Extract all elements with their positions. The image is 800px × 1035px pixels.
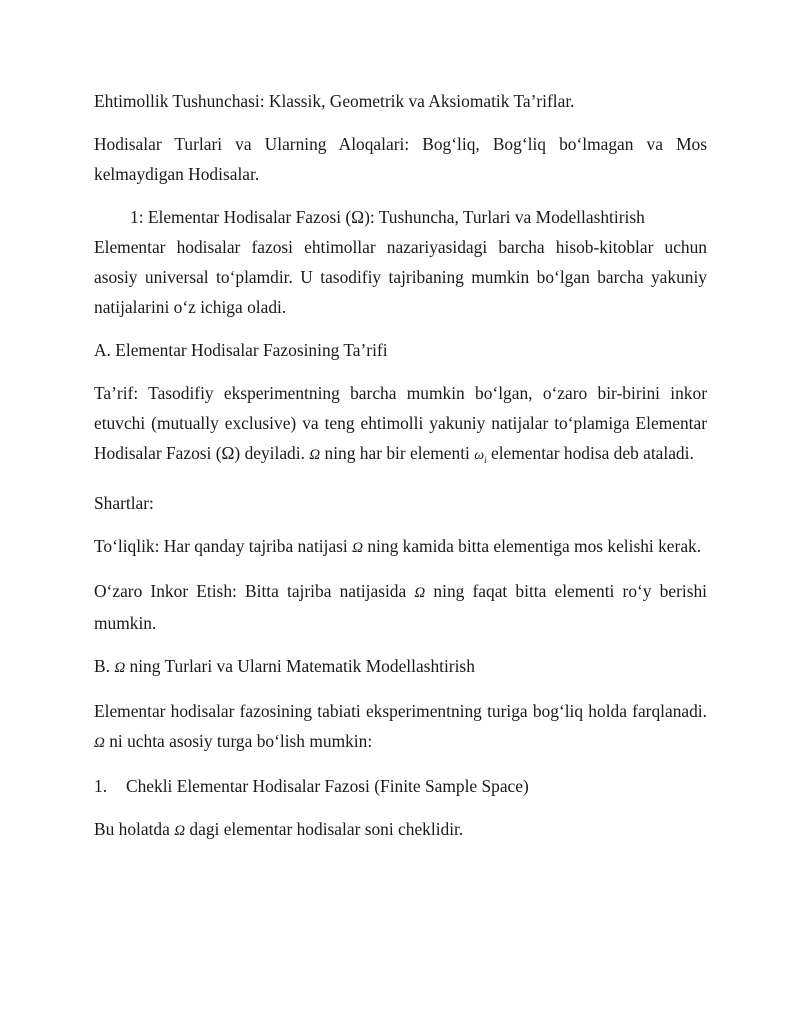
exclusion-post: ning faqat bitta elementi ro‘y berishi mumkin. (94, 580, 707, 633)
omega-symbol: Ω (414, 584, 426, 601)
subsection-b-post: ning Turlari va Ularni Matematik Modellashtirish (129, 655, 475, 676)
list-item (94, 771, 707, 801)
definition-part2-pre: ning har bir elementi (324, 443, 470, 463)
omega-i-base: ω (474, 448, 485, 463)
subsection-a-heading: A. Elementar Hodisalar Fazosining Ta’rifi (94, 340, 388, 360)
types-intro (94, 696, 707, 758)
exclusion-pre: O‘zaro Inkor Etish: Bitta tajriba natijasida (94, 580, 407, 601)
omega-symbol: Ω (114, 659, 126, 676)
subsection-b-pre: B. (94, 655, 110, 676)
omega-symbol: Ω (174, 822, 186, 839)
finite-note-post: dagi elementar hodisalar soni cheklidir. (189, 818, 464, 839)
conditions-label: Shartlar: (94, 492, 154, 513)
list-item-text: Chekli Elementar Hodisalar Fazosi (Finite Sample Space) (126, 775, 529, 796)
definition-part1: Ta’rif: Tasodifiy eksperimentning barcha mumkin bo‘lgan, o‘zaro bir-birini inkor etuvchi (mutually exclusive) va teng ehtimolli yakuniy natijalar to‘plamiga Elementar Hodisalar Fazosi (Ω) deyiladi. (94, 383, 707, 463)
title-line: Ehtimollik Tushunchasi: Klassik, Geometrik va Aksiomatik Ta’riflar. (94, 91, 575, 111)
finite-note (94, 814, 707, 846)
list-item-number: 1. (94, 775, 108, 796)
finite-note-pre: Bu holatda (94, 818, 170, 839)
section1-intro: Elementar hodisalar fazosi ehtimollar nazariyasidagi barcha hisob-kitoblar uchun asosiy universal to‘plamdir. U tasodifiy tajribaning mumkin bo‘lgan barcha yakuniy natijalarini o‘z ichiga oladi. (94, 237, 707, 317)
omega-i-symbol (474, 448, 486, 463)
subtitle-line: Hodisalar Turlari va Ularning Aloqalari: Bog‘liq, Bog‘liq bo‘lmagan va Mos kelmaydigan Hodisalar. (94, 134, 707, 184)
completeness-condition (94, 531, 707, 563)
exclusion-condition (94, 576, 707, 638)
types-intro-part1: Elementar hodisalar fazosining tabiati eksperimentning turiga bog‘liq holda farqlanadi. (94, 700, 707, 721)
document-page (94, 86, 707, 859)
subsection-b-heading (94, 651, 707, 683)
completeness-pre: To‘liqlik: Har qanday tajriba natijasi (94, 535, 348, 556)
completeness-post: ning kamida bitta elementiga mos kelishi kerak. (367, 535, 702, 556)
omega-symbol: Ω (352, 539, 363, 556)
omega-symbol: Ω (309, 447, 321, 463)
omega-symbol: Ω (94, 734, 105, 751)
definition-part2-post: elementar hodisa deb ataladi. (491, 443, 694, 463)
types-intro-part2: ni uchta asosiy turga bo‘lish mumkin: (109, 730, 373, 751)
section1-heading: 1: Elementar Hodisalar Fazosi (Ω): Tushuncha, Turlari va Modellashtirish (130, 207, 645, 227)
definition-paragraph (94, 378, 707, 475)
omega-i-sub: i (484, 454, 487, 465)
